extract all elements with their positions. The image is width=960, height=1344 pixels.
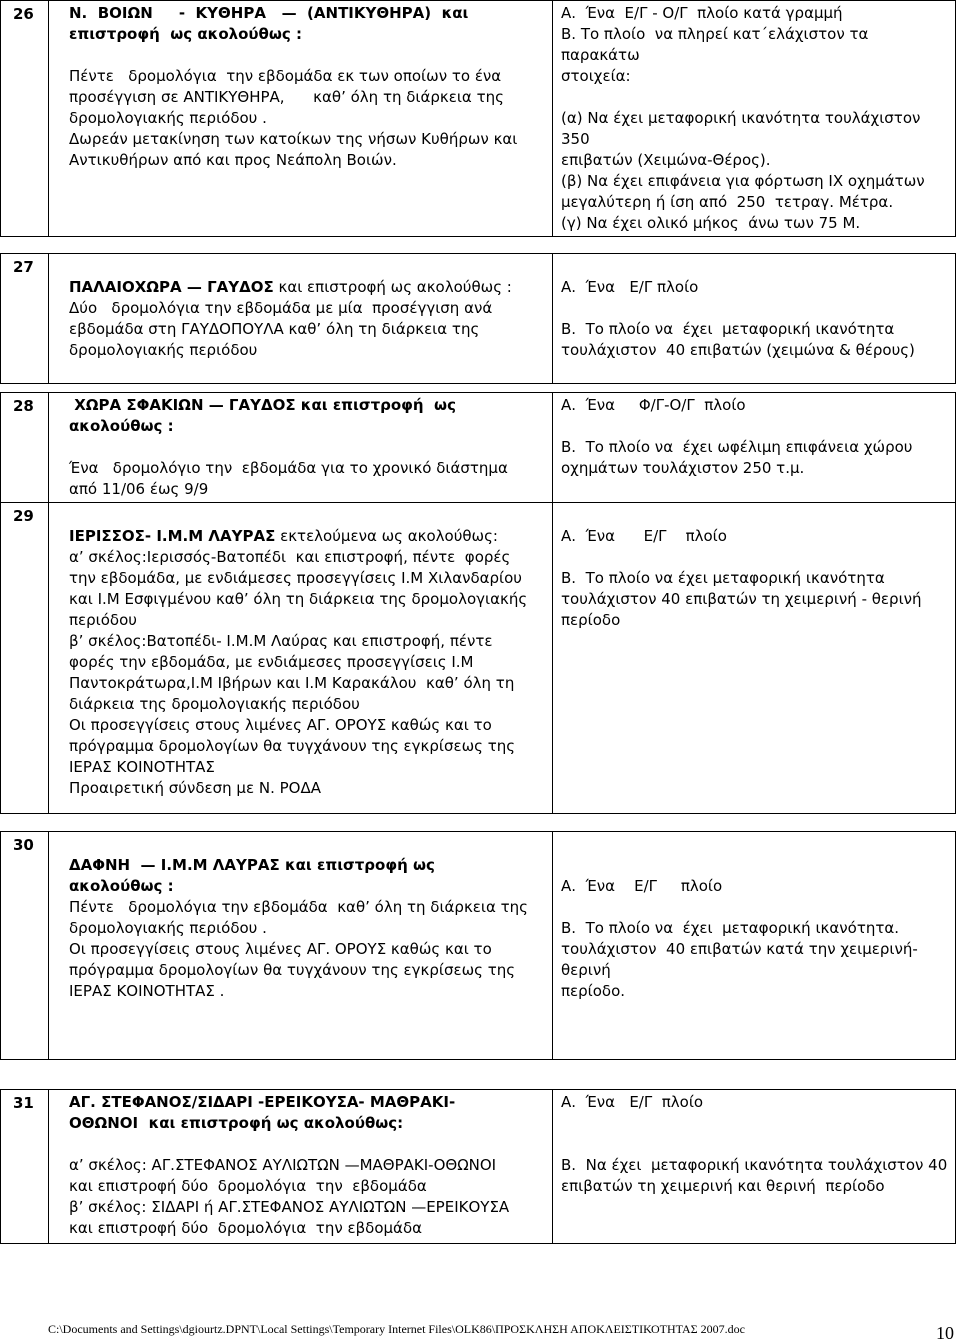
- row-spacer-cell: [1, 814, 956, 832]
- route-description-line: [69, 45, 544, 66]
- vessel-requirements-line: [561, 547, 949, 568]
- vessel-requirements-line: Α. Ένα Ε/Γ πλοίο: [561, 278, 699, 296]
- route-description-line: φορές την εβδομάδα, με ενδιάμεσες προσεγγίσεις Ι.Μ: [69, 653, 474, 671]
- route-description-line: Ένα δρομολόγιο την εβδομάδα για το χρονικό διάστημα: [69, 459, 508, 477]
- vessel-requirements-line: οχημάτων τουλάχιστον 250 τ.μ.: [561, 459, 805, 477]
- route-description-line: Δύο δρομολόγια την εβδομάδα με μία προσέγγιση ανά: [69, 299, 493, 317]
- route-description: [49, 254, 553, 384]
- route-row: [1, 503, 956, 814]
- vessel-requirements-line: (β) Να έχει επιφάνεια για φόρτωση ΙΧ οχημάτων: [561, 172, 925, 190]
- route-description-line: δρομολογιακής περιόδου .: [69, 109, 267, 127]
- row-spacer-cell: [1, 237, 956, 254]
- vessel-requirements: [553, 832, 956, 1060]
- row-spacer: [1, 1060, 956, 1090]
- route-description-line: επιστροφή ως ακολούθως :: [69, 25, 303, 43]
- vessel-requirements-line: [561, 1134, 949, 1155]
- route-description-line: ΑΓ. ΣΤΕΦΑΝΟΣ/ΣΙΔΑΡΙ -ΕΡΕΙΚΟΥΣΑ- ΜΑΘΡΑΚΙ-: [69, 1093, 456, 1111]
- vessel-requirements-line: [561, 505, 949, 526]
- route-description-text-segment: και επιστροφή ως ακολούθως :: [273, 278, 512, 296]
- vessel-requirements-line: Β. Το πλοίο να έχει ωφέλιμη επιφάνεια χώρου: [561, 438, 913, 456]
- route-description-line: πρόγραμμα δρομολογίων θα τυγχάνουν της εγκρίσεως της: [69, 961, 516, 979]
- vessel-requirements-line: Β. Το πλοίο να έχει μεταφορική ικανότητα: [561, 569, 885, 587]
- route-description-line: προσέγγιση σε ΑΝΤΙΚΥΘΗΡΑ, καθ’ όλη τη διάρκεια της: [69, 88, 504, 106]
- route-description-line: Οι προσεγγίσεις στους λιμένες ΑΓ. ΟΡΟΥΣ καθώς και το: [69, 940, 492, 958]
- vessel-requirements-line: Β. Το πλοίο να έχει μεταφορική ικανότητα.: [561, 919, 900, 937]
- vessel-requirements-line: [561, 256, 949, 277]
- route-number: 31: [1, 1090, 49, 1244]
- route-number: 29: [1, 503, 49, 814]
- route-number: 26: [1, 1, 49, 237]
- vessel-requirements-line: [561, 1113, 949, 1134]
- route-description-line: ΙΕΡΑΣ ΚΟΙΝΟΤΗΤΑΣ .: [69, 982, 225, 1000]
- route-description-line: την εβδομάδα, με ενδιάμεσες προσεγγίσεις Ι.Μ Χιλανδαρίου: [69, 569, 522, 587]
- vessel-requirements-line: Β. Το πλοίο να πληρεί κατ΄ελάχιστον τα παρακάτω: [561, 25, 874, 64]
- vessel-requirements-line: (α) Να έχει μεταφορική ικανότητα τουλάχιστον 350: [561, 109, 926, 148]
- route-number: 30: [1, 832, 49, 1060]
- route-description: [49, 832, 553, 1060]
- route-row: [1, 832, 956, 1060]
- vessel-requirements-line: [561, 298, 949, 319]
- row-spacer: [1, 237, 956, 254]
- route-description: [49, 1, 553, 237]
- footer-page-number: 10: [936, 1323, 954, 1343]
- route-number: 27: [1, 254, 49, 384]
- route-description: [49, 393, 553, 503]
- vessel-requirements-line: Β. Το πλοίο να έχει μεταφορική ικανότητα: [561, 320, 895, 338]
- route-description-line: Αντικυθήρων από και προς Νεάπολη Βοιών.: [69, 151, 397, 169]
- row-spacer: [1, 384, 956, 393]
- vessel-requirements-line: Α. Ένα Ε/Γ πλοίο: [561, 527, 727, 545]
- route-description-line: διάρκεια της δρομολογιακής περιόδου: [69, 695, 360, 713]
- vessel-requirements: [553, 1, 956, 237]
- vessel-requirements-line: περίοδο.: [561, 982, 626, 1000]
- vessel-requirements-line: τουλάχιστον 40 επιβατών τη χειμερινή - θερινή: [561, 590, 922, 608]
- route-description-line: [69, 437, 544, 458]
- row-spacer-cell: [1, 1060, 956, 1090]
- vessel-requirements-line: [561, 897, 949, 918]
- route-description-line: [69, 834, 544, 855]
- route-description-line: Παντοκράτωρα,Ι.Μ Ιβήρων και Ι.Μ Καρακάλου καθ’ όλη τη: [69, 674, 515, 692]
- route-description: [49, 1090, 553, 1244]
- route-description-line: δρομολογιακής περιόδου: [69, 341, 258, 359]
- route-description-line: και Ι.Μ Εσφιγμένου καθ’ όλη τη διάρκεια της δρομολογιακής: [69, 590, 528, 608]
- route-description-line: [69, 277, 544, 298]
- vessel-requirements-line: Α. Ένα Ε/Γ - Ο/Γ πλοίο κατά γραμμή: [561, 4, 843, 22]
- row-spacer: [1, 814, 956, 832]
- route-description-line: Δωρεάν μετακίνηση των κατοίκων της νήσων Κυθήρων και: [69, 130, 518, 148]
- route-row: [1, 393, 956, 503]
- route-description-line: [69, 1134, 544, 1155]
- route-description-line: ακολούθως :: [69, 417, 174, 435]
- vessel-requirements-line: επιβατών (Χειμώνα-Θέρος).: [561, 151, 771, 169]
- route-description-line: και επιστροφή δύο δρομολόγια την εβδομάδα: [69, 1219, 423, 1237]
- route-row: [1, 1, 956, 237]
- route-description-line: Ν. ΒΟΙΩΝ - ΚΥΘΗΡΑ — (ΑΝΤΙΚΥΘΗΡΑ) και: [69, 4, 469, 22]
- row-spacer-cell: [1, 384, 956, 393]
- route-description-line: ακολούθως :: [69, 877, 174, 895]
- route-description-line: α’ σκέλος: ΑΓ.ΣΤΕΦΑΝΟΣ ΑΥΛΙΩΤΩΝ —ΜΑΘΡΑΚΙ-ΟΘΩΝΟΙ: [69, 1156, 497, 1174]
- vessel-requirements-line: Α. Ένα Ε/Γ πλοίο: [561, 877, 723, 895]
- route-description-line: ΙΕΡΑΣ ΚΟΙΝΟΤΗΤΑΣ: [69, 758, 215, 776]
- vessel-requirements: [553, 503, 956, 814]
- vessel-requirements-line: μεγαλύτερη ή ίση από 250 τετραγ. Μέτρα.: [561, 193, 894, 211]
- footer-file-path: C:\Documents and Settings\dgiourtz.DPNT\Local Settings\Temporary Internet Files\OLK86\ΠΡΟΣΚΛΗΣΗ ΑΠΟΚΛΕΙΣΤΙΚΟΤΗΤΑΣ 2007.doc: [48, 1322, 745, 1336]
- vessel-requirements-line: περίοδο: [561, 611, 621, 629]
- route-description-line: ΟΘΩΝΟΙ και επιστροφή ως ακολούθως:: [69, 1114, 404, 1132]
- route-description-line: Οι προσεγγίσεις στους λιμένες ΑΓ. ΟΡΟΥΣ καθώς και το: [69, 716, 492, 734]
- route-description: [49, 503, 553, 814]
- route-description-line: β’ σκέλος: ΣΙΔΑΡΙ ή ΑΓ.ΣΤΕΦΑΝΟΣ ΑΥΛΙΩΤΩΝ —ΕΡΕΙΚΟΥΣΑ: [69, 1198, 510, 1216]
- route-description-line: [69, 526, 544, 547]
- route-description-line: από 11/06 έως 9/9: [69, 480, 209, 498]
- vessel-requirements-line: [561, 87, 949, 108]
- route-row: [1, 1090, 956, 1244]
- route-row: [1, 254, 956, 384]
- route-description-line: περιόδου: [69, 611, 137, 629]
- vessel-requirements-line: [561, 834, 949, 855]
- vessel-requirements: [553, 393, 956, 503]
- vessel-requirements-line: στοιχεία:: [561, 67, 631, 85]
- vessel-requirements-line: τουλάχιστον 40 επιβατών (χειμώνα & θέρους): [561, 341, 915, 359]
- route-description-text-segment: ΙΕΡΙΣΣΟΣ- Ι.Μ.Μ ΛΑΥΡΑΣ: [69, 527, 276, 545]
- vessel-requirements-line: Α. Ένα Ε/Γ πλοίο: [561, 1093, 704, 1111]
- route-description-line: Πέντε δρομολόγια την εβδομάδα καθ’ όλη τη διάρκεια της: [69, 898, 528, 916]
- route-description-line: β’ σκέλος:Βατοπέδι- Ι.Μ.Μ Λαύρας και επιστροφή, πέντε: [69, 632, 493, 650]
- route-description-line: α’ σκέλος:Ιερισσός-Βατοπέδι και επιστροφή, πέντε φορές: [69, 548, 511, 566]
- vessel-requirements: [553, 254, 956, 384]
- route-description-line: ΔΑΦΝΗ — Ι.Μ.Μ ΛΑΥΡΑΣ και επιστροφή ως: [69, 856, 435, 874]
- vessel-requirements-line: Β. Να έχει μεταφορική ικανότητα τουλάχιστον 40: [561, 1156, 948, 1174]
- route-number: 28: [1, 393, 49, 503]
- route-description-text-segment: εκτελούμενα ως ακολούθως:: [275, 527, 498, 545]
- route-description-text-segment: ΠΑΛΑΙΟΧΩΡΑ — ΓΑΥΔΟΣ: [69, 278, 274, 296]
- vessel-requirements-line: Α. Ένα Φ/Γ-Ο/Γ πλοίο: [561, 396, 746, 414]
- route-description-line: [69, 505, 544, 526]
- vessel-requirements: [553, 1090, 956, 1244]
- vessel-requirements-line: [561, 416, 949, 437]
- route-description-line: δρομολογιακής περιόδου .: [69, 919, 267, 937]
- route-description-line: πρόγραμμα δρομολογίων θα τυγχάνουν της εγκρίσεως της: [69, 737, 516, 755]
- vessel-requirements-line: τουλάχιστον 40 επιβατών κατά την χειμερινή-θερινή: [561, 940, 918, 979]
- route-description-line: Προαιρετική σύνδεση με Ν. ΡΟΔΑ: [69, 779, 321, 797]
- vessel-requirements-line: επιβατών τη χειμερινή και θερινή περίοδο: [561, 1177, 885, 1195]
- route-description-line: Πέντε δρομολόγια την εβδομάδα εκ των οποίων το ένα: [69, 67, 502, 85]
- vessel-requirements-line: (γ) Να έχει ολικό μήκος άνω των 75 Μ.: [561, 214, 861, 232]
- route-description-line: ΧΩΡΑ ΣΦΑΚΙΩΝ — ΓΑΥΔΟΣ και επιστροφή ως: [69, 396, 456, 414]
- vessel-requirements-line: [561, 855, 949, 876]
- route-description-line: και επιστροφή δύο δρομολόγια την εβδομάδα: [69, 1177, 427, 1195]
- route-description-line: εβδομάδα στη ΓΑΥΔΟΠΟΥΛΑ καθ’ όλη τη διάρκεια της: [69, 320, 480, 338]
- route-description-line: [69, 256, 544, 277]
